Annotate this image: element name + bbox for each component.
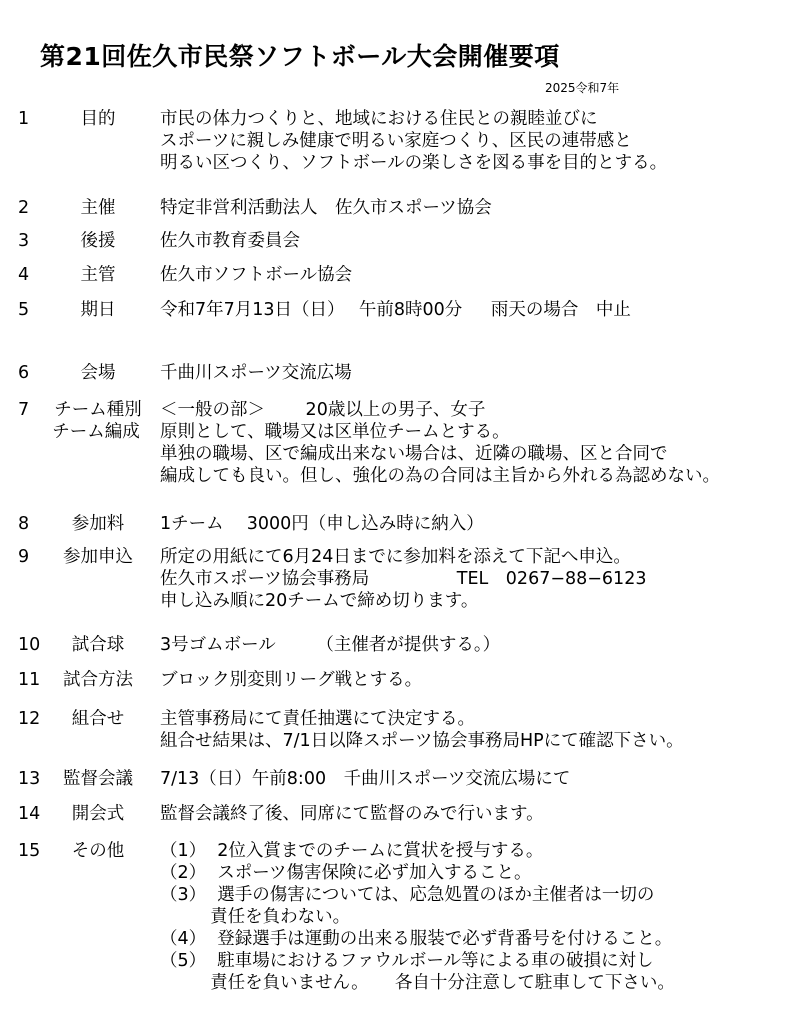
item-content (160, 362, 352, 384)
item-content (160, 197, 492, 219)
item-label: 主催 (80, 198, 116, 218)
item-label-secondary: チーム編成 (52, 422, 140, 442)
item-content (160, 264, 352, 286)
item-number: 11 (18, 670, 41, 690)
item-content-line: （2） スポーツ傷害保険に必ず加入すること。 (160, 863, 532, 883)
item-content-line: 原則として、職場又は区単位チームとする。 (160, 422, 510, 442)
item-content (160, 108, 667, 174)
item-content (160, 708, 684, 752)
item-number: 14 (18, 804, 41, 824)
item-content-line: 主管事務局にて責任抽選にて決定する。 (160, 709, 475, 729)
item-label: その他 (71, 841, 125, 861)
item-content (160, 546, 646, 612)
item-content-line: 3号ゴムボール （主催者が提供する。） (160, 635, 501, 655)
item-content-line: 編成しても良い。但し、強化の為の合同は主旨から外れる為認めない。 (160, 466, 720, 486)
item-label: 期日 (80, 300, 116, 320)
item-content-line: （4） 登録選手は運動の出来る服装で必ず背番号を付けること。 (160, 929, 673, 949)
item-label: 試合方法 (63, 670, 133, 690)
item-number: 8 (18, 514, 30, 534)
item-number: 3 (18, 231, 30, 251)
item-content (160, 230, 300, 252)
item-number: 6 (18, 363, 30, 383)
item-content-line: 7/13（日）午前8:00 千曲川スポーツ交流広場にて (160, 769, 571, 789)
item-content-line: 佐久市ソフトボール協会 (160, 265, 353, 285)
item-content-line: 所定の用紙にて6月24日までに参加料を添えて下記へ申込。 (160, 547, 631, 567)
item-content-line: 佐久市スポーツ協会事務局 TEL 0267−88−6123 (160, 569, 647, 589)
item-content-line: （5） 駐車場におけるファウルボール等による車の破損に対し (160, 951, 654, 971)
item-content (160, 513, 484, 535)
item-content-line: （3） 選手の傷害については、応急処置のほか主催者は一切の (160, 885, 655, 905)
item-number: 1 (18, 109, 30, 129)
item-content-line: 千曲川スポーツ交流広場 (160, 363, 352, 383)
item-content-line: ブロック別変則リーグ戦とする。 (160, 670, 423, 690)
item-number: 5 (18, 300, 30, 320)
item-content-line: 組合せ結果は、7/1日以降スポーツ協会事務局HPにて確認下さい。 (160, 731, 684, 751)
item-label: 開会式 (71, 804, 125, 824)
document-date: 2025令和7年 (545, 81, 620, 95)
item-content-line: 申し込み順に20チームで締め切ります。 (160, 591, 479, 611)
item-content-line: ＜一般の部＞ 20歳以上の男子、女子 (160, 400, 486, 420)
item-content (160, 634, 500, 656)
item-content (160, 669, 422, 691)
item-content (160, 299, 631, 321)
item-label: 参加申込 (63, 547, 133, 567)
item-number: 2 (18, 198, 30, 218)
item-content (160, 803, 544, 825)
item-number: 12 (18, 709, 41, 729)
item-content-line: 令和7年7月13日（日） 午前8時00分 雨天の場合 中止 (160, 300, 631, 320)
item-number: 9 (18, 547, 30, 567)
page-title: 第21回佐久市民祭ソフトボール大会開催要項 (40, 42, 560, 71)
item-number: 4 (18, 265, 30, 285)
item-number: 15 (18, 841, 41, 861)
item-label: 参加料 (71, 514, 125, 534)
item-label: 試合球 (71, 635, 125, 655)
item-content (160, 840, 675, 994)
item-label: 主管 (80, 265, 116, 285)
item-content-line: 1チーム 3000円（申し込み時に納入） (160, 514, 484, 534)
item-content-line: 明るい区つくり、ソフトボールの楽しさを図る事を目的とする。 (160, 153, 668, 173)
item-label: 後援 (80, 231, 116, 251)
item-content (160, 399, 720, 487)
item-content-line: 特定非営利活動法人 佐久市スポーツ協会 (160, 198, 492, 218)
item-content (160, 768, 570, 790)
item-content-line: 監督会議終了後、同席にて監督のみで行います。 (160, 804, 544, 824)
item-content-line: 市民の体力つくりと、地域における住民との親睦並びに (160, 109, 598, 129)
item-number: 7 (18, 400, 30, 420)
item-number: 13 (18, 769, 41, 789)
item-label: 会場 (80, 363, 116, 383)
item-content-line: 責任を負いません。 各自十分注意して駐車して下さい。 (160, 973, 675, 993)
item-label: チーム種別 (54, 400, 142, 420)
item-content-line: （1） 2位入賞までのチームに賞状を授与する。 (160, 841, 544, 861)
item-label: 監督会議 (63, 769, 133, 789)
item-number: 10 (18, 635, 41, 655)
item-content-line: スポーツに親しみ健康で明るい家庭つくり、区民の連帯感と (160, 131, 632, 151)
item-label: 組合せ (71, 709, 125, 729)
item-label: 目的 (80, 109, 116, 129)
item-content-line: 責任を負わない。 (160, 907, 351, 927)
item-content-line: 単独の職場、区で編成出来ない場合は、近隣の職場、区と合同で (160, 444, 668, 464)
item-content-line: 佐久市教育委員会 (160, 231, 300, 251)
